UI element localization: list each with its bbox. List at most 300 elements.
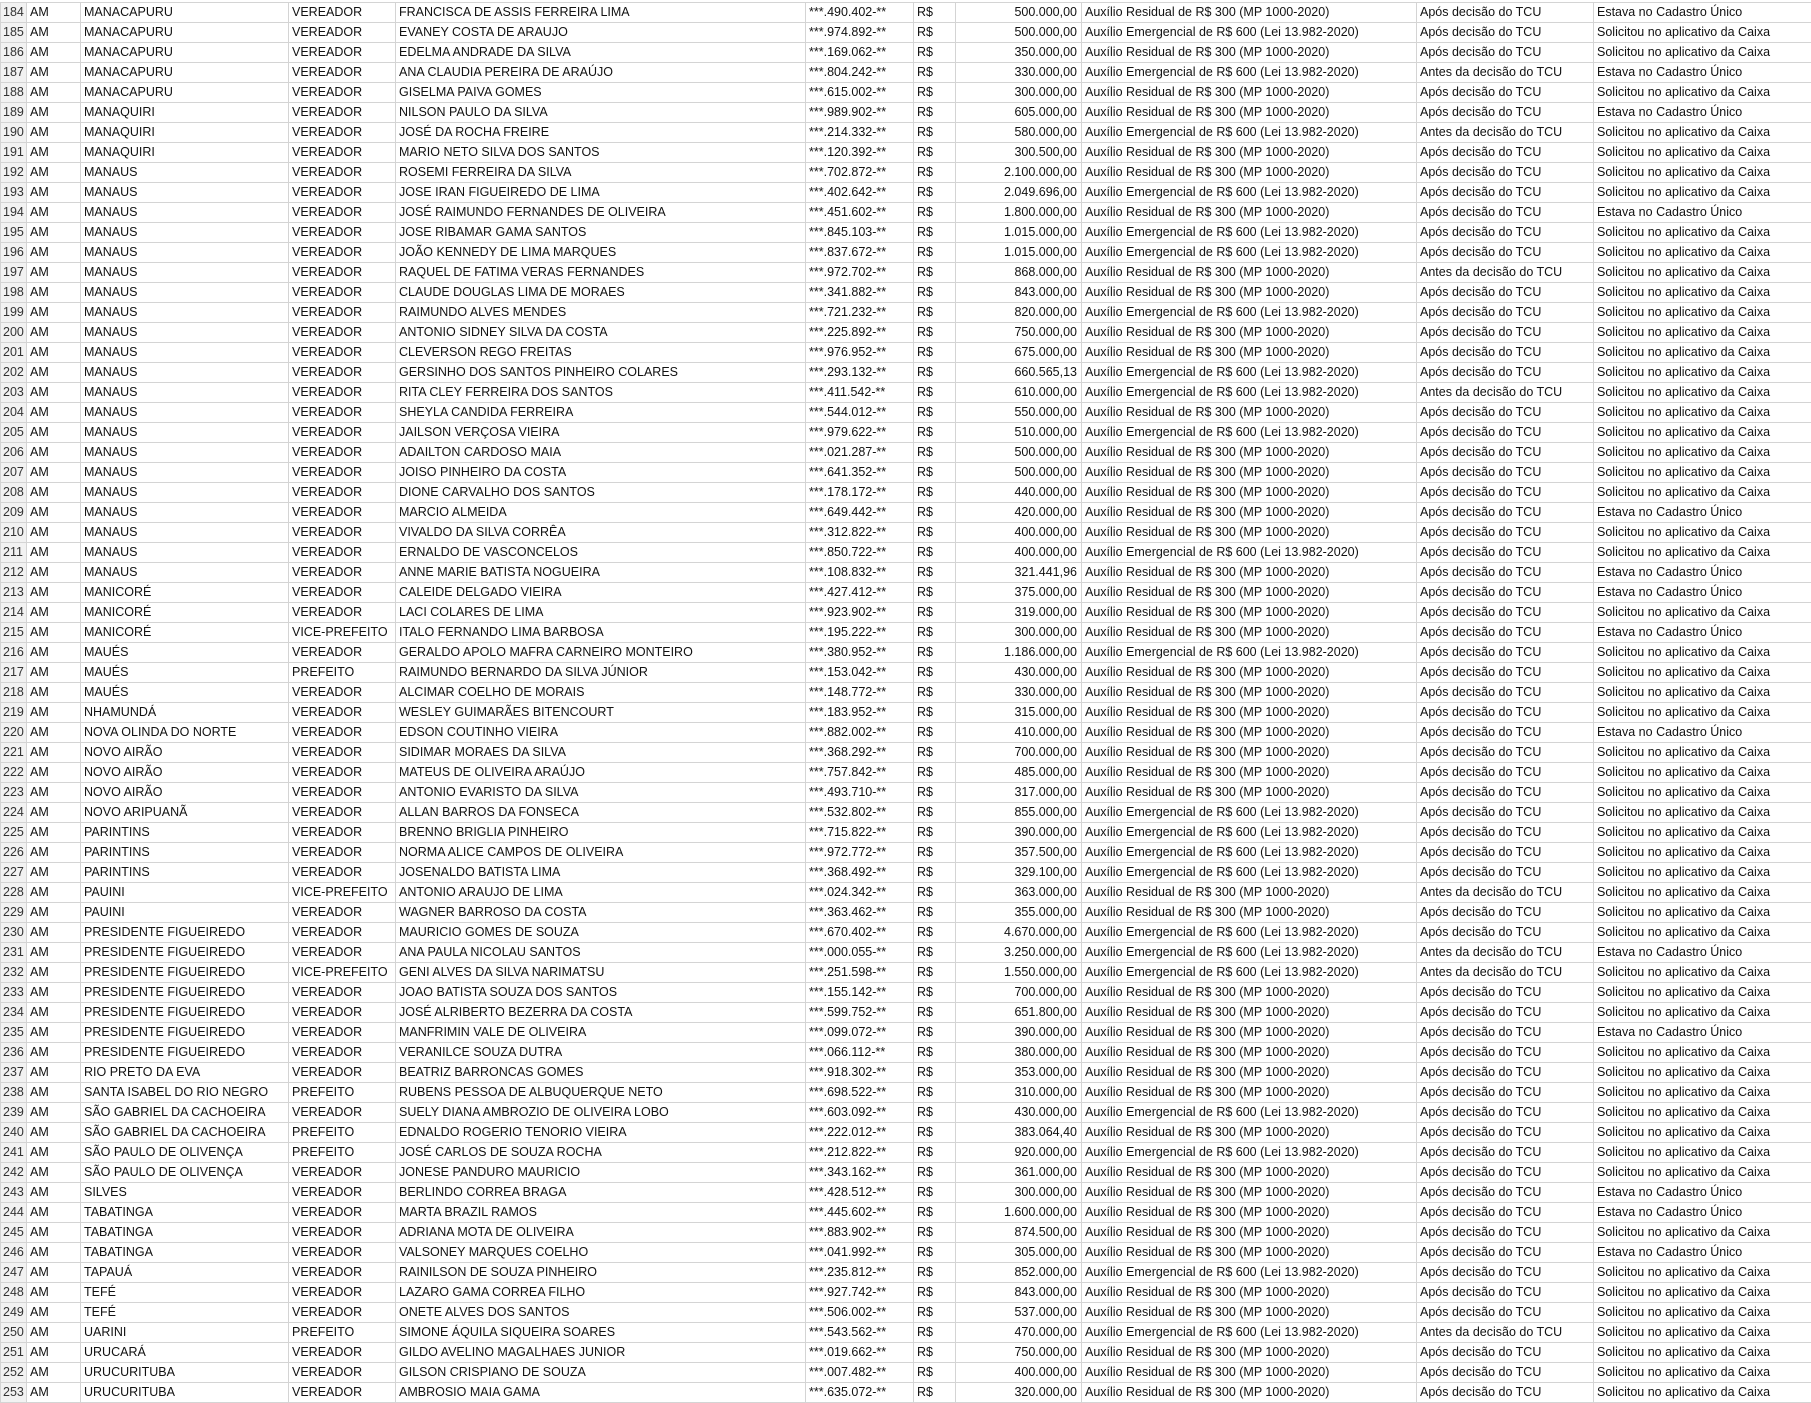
amount-cell[interactable]: 2.049.696,00 <box>956 183 1082 203</box>
municipality-cell[interactable]: TABATINGA <box>81 1223 289 1243</box>
origin-cell[interactable]: Solicitou no aplicativo da Caixa <box>1594 903 1811 923</box>
amount-cell[interactable]: 580.000,00 <box>956 123 1082 143</box>
name-cell[interactable]: ANA CLAUDIA PEREIRA DE ARAÚJO <box>396 63 806 83</box>
cpf-cell[interactable]: ***.019.662-** <box>806 1343 914 1363</box>
benefit-cell[interactable]: Auxílio Residual de R$ 300 (MP 1000-2020) <box>1082 323 1417 343</box>
cpf-cell[interactable]: ***.225.892-** <box>806 323 914 343</box>
name-cell[interactable]: MARTA BRAZIL RAMOS <box>396 1203 806 1223</box>
amount-cell[interactable]: 3.250.000,00 <box>956 943 1082 963</box>
cpf-cell[interactable]: ***.721.232-** <box>806 303 914 323</box>
timing-cell[interactable]: Após decisão do TCU <box>1417 1303 1594 1323</box>
origin-cell[interactable]: Solicitou no aplicativo da Caixa <box>1594 43 1811 63</box>
municipality-cell[interactable]: SÃO PAULO DE OLIVENÇA <box>81 1143 289 1163</box>
state-cell[interactable]: AM <box>27 1263 81 1283</box>
municipality-cell[interactable]: MANAUS <box>81 203 289 223</box>
position-cell[interactable]: VEREADOR <box>289 1343 396 1363</box>
row-number[interactable]: 207 <box>1 463 27 483</box>
timing-cell[interactable]: Antes da decisão do TCU <box>1417 123 1594 143</box>
name-cell[interactable]: CALEIDE DELGADO VIEIRA <box>396 583 806 603</box>
origin-cell[interactable]: Solicitou no aplicativo da Caixa <box>1594 863 1811 883</box>
origin-cell[interactable]: Solicitou no aplicativo da Caixa <box>1594 1283 1811 1303</box>
currency-cell[interactable]: R$ <box>914 43 956 63</box>
row-number[interactable]: 214 <box>1 603 27 623</box>
amount-cell[interactable]: 675.000,00 <box>956 343 1082 363</box>
row-number[interactable]: 188 <box>1 83 27 103</box>
position-cell[interactable]: VEREADOR <box>289 323 396 343</box>
position-cell[interactable]: VEREADOR <box>289 1103 396 1123</box>
benefit-cell[interactable]: Auxílio Emergencial de R$ 600 (Lei 13.982-2020) <box>1082 363 1417 383</box>
name-cell[interactable]: JOSE RIBAMAR GAMA SANTOS <box>396 223 806 243</box>
currency-cell[interactable]: R$ <box>914 383 956 403</box>
amount-cell[interactable]: 500.000,00 <box>956 23 1082 43</box>
municipality-cell[interactable]: PRESIDENTE FIGUEIREDO <box>81 1023 289 1043</box>
row-number[interactable]: 218 <box>1 683 27 703</box>
amount-cell[interactable]: 310.000,00 <box>956 1083 1082 1103</box>
currency-cell[interactable]: R$ <box>914 1143 956 1163</box>
position-cell[interactable]: VEREADOR <box>289 263 396 283</box>
position-cell[interactable]: VEREADOR <box>289 463 396 483</box>
cpf-cell[interactable]: ***.363.462-** <box>806 903 914 923</box>
benefit-cell[interactable]: Auxílio Residual de R$ 300 (MP 1000-2020) <box>1082 903 1417 923</box>
cpf-cell[interactable]: ***.698.522-** <box>806 1083 914 1103</box>
municipality-cell[interactable]: MANAQUIRI <box>81 103 289 123</box>
amount-cell[interactable]: 700.000,00 <box>956 983 1082 1003</box>
origin-cell[interactable]: Solicitou no aplicativo da Caixa <box>1594 1003 1811 1023</box>
cpf-cell[interactable]: ***.603.092-** <box>806 1103 914 1123</box>
origin-cell[interactable]: Solicitou no aplicativo da Caixa <box>1594 443 1811 463</box>
currency-cell[interactable]: R$ <box>914 523 956 543</box>
timing-cell[interactable]: Após decisão do TCU <box>1417 403 1594 423</box>
benefit-cell[interactable]: Auxílio Residual de R$ 300 (MP 1000-2020) <box>1082 83 1417 103</box>
row-number[interactable]: 206 <box>1 443 27 463</box>
cpf-cell[interactable]: ***.169.062-** <box>806 43 914 63</box>
position-cell[interactable]: VEREADOR <box>289 83 396 103</box>
name-cell[interactable]: RAIMUNDO ALVES MENDES <box>396 303 806 323</box>
row-number[interactable]: 204 <box>1 403 27 423</box>
origin-cell[interactable]: Solicitou no aplicativo da Caixa <box>1594 743 1811 763</box>
currency-cell[interactable]: R$ <box>914 263 956 283</box>
state-cell[interactable]: AM <box>27 1143 81 1163</box>
cpf-cell[interactable]: ***.251.598-** <box>806 963 914 983</box>
currency-cell[interactable]: R$ <box>914 1363 956 1383</box>
state-cell[interactable]: AM <box>27 1283 81 1303</box>
row-number[interactable]: 243 <box>1 1183 27 1203</box>
origin-cell[interactable]: Solicitou no aplicativo da Caixa <box>1594 143 1811 163</box>
timing-cell[interactable]: Antes da decisão do TCU <box>1417 883 1594 903</box>
row-number[interactable]: 240 <box>1 1123 27 1143</box>
timing-cell[interactable]: Após decisão do TCU <box>1417 763 1594 783</box>
row-number[interactable]: 202 <box>1 363 27 383</box>
row-number[interactable]: 224 <box>1 803 27 823</box>
position-cell[interactable]: VEREADOR <box>289 683 396 703</box>
timing-cell[interactable]: Após decisão do TCU <box>1417 1363 1594 1383</box>
municipality-cell[interactable]: MANACAPURU <box>81 3 289 23</box>
timing-cell[interactable]: Após decisão do TCU <box>1417 783 1594 803</box>
origin-cell[interactable]: Estava no Cadastro Único <box>1594 1023 1811 1043</box>
currency-cell[interactable]: R$ <box>914 803 956 823</box>
municipality-cell[interactable]: UARINI <box>81 1323 289 1343</box>
timing-cell[interactable]: Antes da decisão do TCU <box>1417 63 1594 83</box>
municipality-cell[interactable]: PAUINI <box>81 883 289 903</box>
origin-cell[interactable]: Solicitou no aplicativo da Caixa <box>1594 883 1811 903</box>
origin-cell[interactable]: Solicitou no aplicativo da Caixa <box>1594 1043 1811 1063</box>
name-cell[interactable]: GERALDO APOLO MAFRA CARNEIRO MONTEIRO <box>396 643 806 663</box>
timing-cell[interactable]: Após decisão do TCU <box>1417 343 1594 363</box>
state-cell[interactable]: AM <box>27 863 81 883</box>
name-cell[interactable]: JAILSON VERÇOSA VIEIRA <box>396 423 806 443</box>
state-cell[interactable]: AM <box>27 1203 81 1223</box>
municipality-cell[interactable]: MANAUS <box>81 383 289 403</box>
currency-cell[interactable]: R$ <box>914 83 956 103</box>
name-cell[interactable]: JOISO PINHEIRO DA COSTA <box>396 463 806 483</box>
timing-cell[interactable]: Antes da decisão do TCU <box>1417 1323 1594 1343</box>
name-cell[interactable]: CLAUDE DOUGLAS LIMA DE MORAES <box>396 283 806 303</box>
cpf-cell[interactable]: ***.506.002-** <box>806 1303 914 1323</box>
timing-cell[interactable]: Após decisão do TCU <box>1417 823 1594 843</box>
cpf-cell[interactable]: ***.532.802-** <box>806 803 914 823</box>
cpf-cell[interactable]: ***.543.562-** <box>806 1323 914 1343</box>
position-cell[interactable]: PREFEITO <box>289 1083 396 1103</box>
cpf-cell[interactable]: ***.148.772-** <box>806 683 914 703</box>
benefit-cell[interactable]: Auxílio Residual de R$ 300 (MP 1000-2020) <box>1082 403 1417 423</box>
row-number[interactable]: 232 <box>1 963 27 983</box>
state-cell[interactable]: AM <box>27 123 81 143</box>
municipality-cell[interactable]: MANAUS <box>81 563 289 583</box>
row-number[interactable]: 245 <box>1 1223 27 1243</box>
position-cell[interactable]: VEREADOR <box>289 703 396 723</box>
amount-cell[interactable]: 430.000,00 <box>956 663 1082 683</box>
timing-cell[interactable]: Após decisão do TCU <box>1417 423 1594 443</box>
amount-cell[interactable]: 430.000,00 <box>956 1103 1082 1123</box>
cpf-cell[interactable]: ***.882.002-** <box>806 723 914 743</box>
timing-cell[interactable]: Após decisão do TCU <box>1417 363 1594 383</box>
benefit-cell[interactable]: Auxílio Residual de R$ 300 (MP 1000-2020) <box>1082 203 1417 223</box>
benefit-cell[interactable]: Auxílio Emergencial de R$ 600 (Lei 13.982-2020) <box>1082 63 1417 83</box>
currency-cell[interactable]: R$ <box>914 783 956 803</box>
row-number[interactable]: 246 <box>1 1243 27 1263</box>
currency-cell[interactable]: R$ <box>914 323 956 343</box>
municipality-cell[interactable]: SANTA ISABEL DO RIO NEGRO <box>81 1083 289 1103</box>
municipality-cell[interactable]: URUCURITUBA <box>81 1383 289 1403</box>
benefit-cell[interactable]: Auxílio Emergencial de R$ 600 (Lei 13.982-2020) <box>1082 23 1417 43</box>
currency-cell[interactable]: R$ <box>914 443 956 463</box>
amount-cell[interactable]: 1.015.000,00 <box>956 243 1082 263</box>
amount-cell[interactable]: 852.000,00 <box>956 1263 1082 1283</box>
origin-cell[interactable]: Estava no Cadastro Único <box>1594 723 1811 743</box>
amount-cell[interactable]: 361.000,00 <box>956 1163 1082 1183</box>
row-number[interactable]: 231 <box>1 943 27 963</box>
amount-cell[interactable]: 363.000,00 <box>956 883 1082 903</box>
position-cell[interactable]: VEREADOR <box>289 563 396 583</box>
currency-cell[interactable]: R$ <box>914 103 956 123</box>
timing-cell[interactable]: Após decisão do TCU <box>1417 903 1594 923</box>
name-cell[interactable]: JOÃO KENNEDY DE LIMA MARQUES <box>396 243 806 263</box>
state-cell[interactable]: AM <box>27 23 81 43</box>
cpf-cell[interactable]: ***.837.672-** <box>806 243 914 263</box>
state-cell[interactable]: AM <box>27 1323 81 1343</box>
row-number[interactable]: 210 <box>1 523 27 543</box>
cpf-cell[interactable]: ***.427.412-** <box>806 583 914 603</box>
currency-cell[interactable]: R$ <box>914 883 956 903</box>
municipality-cell[interactable]: MANAUS <box>81 443 289 463</box>
position-cell[interactable]: VEREADOR <box>289 183 396 203</box>
municipality-cell[interactable]: MANAUS <box>81 303 289 323</box>
amount-cell[interactable]: 500.000,00 <box>956 443 1082 463</box>
state-cell[interactable]: AM <box>27 63 81 83</box>
currency-cell[interactable]: R$ <box>914 703 956 723</box>
amount-cell[interactable]: 300.000,00 <box>956 1183 1082 1203</box>
amount-cell[interactable]: 855.000,00 <box>956 803 1082 823</box>
state-cell[interactable]: AM <box>27 703 81 723</box>
amount-cell[interactable]: 320.000,00 <box>956 1383 1082 1403</box>
currency-cell[interactable]: R$ <box>914 1243 956 1263</box>
row-number[interactable]: 198 <box>1 283 27 303</box>
origin-cell[interactable]: Estava no Cadastro Único <box>1594 503 1811 523</box>
benefit-cell[interactable]: Auxílio Residual de R$ 300 (MP 1000-2020) <box>1082 283 1417 303</box>
municipality-cell[interactable]: MANACAPURU <box>81 83 289 103</box>
currency-cell[interactable]: R$ <box>914 903 956 923</box>
origin-cell[interactable]: Estava no Cadastro Único <box>1594 3 1811 23</box>
amount-cell[interactable]: 470.000,00 <box>956 1323 1082 1343</box>
name-cell[interactable]: MANFRIMIN VALE DE OLIVEIRA <box>396 1023 806 1043</box>
cpf-cell[interactable]: ***.120.392-** <box>806 143 914 163</box>
cpf-cell[interactable]: ***.222.012-** <box>806 1123 914 1143</box>
municipality-cell[interactable]: TEFÉ <box>81 1303 289 1323</box>
currency-cell[interactable]: R$ <box>914 303 956 323</box>
benefit-cell[interactable]: Auxílio Emergencial de R$ 600 (Lei 13.982-2020) <box>1082 803 1417 823</box>
timing-cell[interactable]: Após decisão do TCU <box>1417 523 1594 543</box>
position-cell[interactable]: VEREADOR <box>289 23 396 43</box>
name-cell[interactable]: AMBROSIO MAIA GAMA <box>396 1383 806 1403</box>
position-cell[interactable]: VEREADOR <box>289 503 396 523</box>
cpf-cell[interactable]: ***.490.402-** <box>806 3 914 23</box>
timing-cell[interactable]: Após decisão do TCU <box>1417 503 1594 523</box>
timing-cell[interactable]: Após decisão do TCU <box>1417 1023 1594 1043</box>
row-number[interactable]: 187 <box>1 63 27 83</box>
name-cell[interactable]: VIVALDO DA SILVA CORRÊA <box>396 523 806 543</box>
position-cell[interactable]: VEREADOR <box>289 63 396 83</box>
row-number[interactable]: 223 <box>1 783 27 803</box>
origin-cell[interactable]: Solicitou no aplicativo da Caixa <box>1594 683 1811 703</box>
currency-cell[interactable]: R$ <box>914 143 956 163</box>
currency-cell[interactable]: R$ <box>914 543 956 563</box>
cpf-cell[interactable]: ***.845.103-** <box>806 223 914 243</box>
origin-cell[interactable]: Estava no Cadastro Único <box>1594 563 1811 583</box>
state-cell[interactable]: AM <box>27 963 81 983</box>
currency-cell[interactable]: R$ <box>914 1323 956 1343</box>
municipality-cell[interactable]: MANAUS <box>81 463 289 483</box>
timing-cell[interactable]: Após decisão do TCU <box>1417 1103 1594 1123</box>
row-number[interactable]: 227 <box>1 863 27 883</box>
benefit-cell[interactable]: Auxílio Residual de R$ 300 (MP 1000-2020) <box>1082 1083 1417 1103</box>
municipality-cell[interactable]: PRESIDENTE FIGUEIREDO <box>81 923 289 943</box>
row-number[interactable]: 222 <box>1 763 27 783</box>
benefit-cell[interactable]: Auxílio Emergencial de R$ 600 (Lei 13.982-2020) <box>1082 123 1417 143</box>
timing-cell[interactable]: Após decisão do TCU <box>1417 803 1594 823</box>
origin-cell[interactable]: Solicitou no aplicativo da Caixa <box>1594 703 1811 723</box>
row-number[interactable]: 230 <box>1 923 27 943</box>
currency-cell[interactable]: R$ <box>914 1123 956 1143</box>
municipality-cell[interactable]: NOVO ARIPUANÃ <box>81 803 289 823</box>
municipality-cell[interactable]: TEFÉ <box>81 1283 289 1303</box>
position-cell[interactable]: VEREADOR <box>289 1303 396 1323</box>
cpf-cell[interactable]: ***.368.492-** <box>806 863 914 883</box>
municipality-cell[interactable]: MANAUS <box>81 503 289 523</box>
benefit-cell[interactable]: Auxílio Residual de R$ 300 (MP 1000-2020) <box>1082 743 1417 763</box>
municipality-cell[interactable]: MANAUS <box>81 263 289 283</box>
row-number[interactable]: 252 <box>1 1363 27 1383</box>
municipality-cell[interactable]: MANACAPURU <box>81 43 289 63</box>
cpf-cell[interactable]: ***.972.702-** <box>806 263 914 283</box>
position-cell[interactable]: VEREADOR <box>289 143 396 163</box>
state-cell[interactable]: AM <box>27 843 81 863</box>
origin-cell[interactable]: Estava no Cadastro Único <box>1594 623 1811 643</box>
state-cell[interactable]: AM <box>27 883 81 903</box>
benefit-cell[interactable]: Auxílio Residual de R$ 300 (MP 1000-2020) <box>1082 163 1417 183</box>
benefit-cell[interactable]: Auxílio Residual de R$ 300 (MP 1000-2020) <box>1082 563 1417 583</box>
name-cell[interactable]: LACI COLARES DE LIMA <box>396 603 806 623</box>
cpf-cell[interactable]: ***.493.710-** <box>806 783 914 803</box>
cpf-cell[interactable]: ***.380.952-** <box>806 643 914 663</box>
row-number[interactable]: 196 <box>1 243 27 263</box>
timing-cell[interactable]: Após decisão do TCU <box>1417 663 1594 683</box>
position-cell[interactable]: VEREADOR <box>289 903 396 923</box>
origin-cell[interactable]: Solicitou no aplicativo da Caixa <box>1594 403 1811 423</box>
amount-cell[interactable]: 300.000,00 <box>956 83 1082 103</box>
name-cell[interactable]: FRANCISCA DE ASSIS FERREIRA LIMA <box>396 3 806 23</box>
municipality-cell[interactable]: PARINTINS <box>81 863 289 883</box>
origin-cell[interactable]: Estava no Cadastro Único <box>1594 203 1811 223</box>
origin-cell[interactable]: Solicitou no aplicativo da Caixa <box>1594 283 1811 303</box>
municipality-cell[interactable]: PAUINI <box>81 903 289 923</box>
benefit-cell[interactable]: Auxílio Emergencial de R$ 600 (Lei 13.982-2020) <box>1082 863 1417 883</box>
position-cell[interactable]: VEREADOR <box>289 1363 396 1383</box>
currency-cell[interactable]: R$ <box>914 1023 956 1043</box>
position-cell[interactable]: VEREADOR <box>289 343 396 363</box>
row-number[interactable]: 247 <box>1 1263 27 1283</box>
state-cell[interactable]: AM <box>27 343 81 363</box>
position-cell[interactable]: VEREADOR <box>289 803 396 823</box>
origin-cell[interactable]: Solicitou no aplicativo da Caixa <box>1594 23 1811 43</box>
timing-cell[interactable]: Após decisão do TCU <box>1417 323 1594 343</box>
origin-cell[interactable]: Solicitou no aplicativo da Caixa <box>1594 603 1811 623</box>
currency-cell[interactable]: R$ <box>914 663 956 683</box>
origin-cell[interactable]: Solicitou no aplicativo da Caixa <box>1594 1103 1811 1123</box>
municipality-cell[interactable]: MANAUS <box>81 403 289 423</box>
municipality-cell[interactable]: MANAQUIRI <box>81 143 289 163</box>
currency-cell[interactable]: R$ <box>914 943 956 963</box>
origin-cell[interactable]: Solicitou no aplicativo da Caixa <box>1594 483 1811 503</box>
municipality-cell[interactable]: PRESIDENTE FIGUEIREDO <box>81 1003 289 1023</box>
name-cell[interactable]: GENI ALVES DA SILVA NARIMATSU <box>396 963 806 983</box>
position-cell[interactable]: VEREADOR <box>289 443 396 463</box>
position-cell[interactable]: VEREADOR <box>289 1063 396 1083</box>
row-number[interactable]: 209 <box>1 503 27 523</box>
amount-cell[interactable]: 651.800,00 <box>956 1003 1082 1023</box>
benefit-cell[interactable]: Auxílio Residual de R$ 300 (MP 1000-2020) <box>1082 1123 1417 1143</box>
state-cell[interactable]: AM <box>27 723 81 743</box>
timing-cell[interactable]: Após decisão do TCU <box>1417 1343 1594 1363</box>
position-cell[interactable]: VEREADOR <box>289 723 396 743</box>
municipality-cell[interactable]: PRESIDENTE FIGUEIREDO <box>81 1043 289 1063</box>
benefit-cell[interactable]: Auxílio Emergencial de R$ 600 (Lei 13.982-2020) <box>1082 383 1417 403</box>
cpf-cell[interactable]: ***.883.902-** <box>806 1223 914 1243</box>
benefit-cell[interactable]: Auxílio Emergencial de R$ 600 (Lei 13.982-2020) <box>1082 643 1417 663</box>
currency-cell[interactable]: R$ <box>914 1383 956 1403</box>
municipality-cell[interactable]: TABATINGA <box>81 1203 289 1223</box>
amount-cell[interactable]: 660.565,13 <box>956 363 1082 383</box>
row-number[interactable]: 191 <box>1 143 27 163</box>
timing-cell[interactable]: Antes da decisão do TCU <box>1417 963 1594 983</box>
row-number[interactable]: 194 <box>1 203 27 223</box>
position-cell[interactable]: VEREADOR <box>289 1043 396 1063</box>
cpf-cell[interactable]: ***.041.992-** <box>806 1243 914 1263</box>
origin-cell[interactable]: Estava no Cadastro Único <box>1594 103 1811 123</box>
position-cell[interactable]: VEREADOR <box>289 843 396 863</box>
timing-cell[interactable]: Após decisão do TCU <box>1417 583 1594 603</box>
position-cell[interactable]: VEREADOR <box>289 483 396 503</box>
name-cell[interactable]: RAQUEL DE FATIMA VERAS FERNANDES <box>396 263 806 283</box>
benefit-cell[interactable]: Auxílio Residual de R$ 300 (MP 1000-2020) <box>1082 143 1417 163</box>
municipality-cell[interactable]: MANAUS <box>81 163 289 183</box>
currency-cell[interactable]: R$ <box>914 1083 956 1103</box>
row-number[interactable]: 201 <box>1 343 27 363</box>
state-cell[interactable]: AM <box>27 403 81 423</box>
timing-cell[interactable]: Após decisão do TCU <box>1417 1063 1594 1083</box>
state-cell[interactable]: AM <box>27 763 81 783</box>
amount-cell[interactable]: 1.600.000,00 <box>956 1203 1082 1223</box>
municipality-cell[interactable]: MAUÉS <box>81 643 289 663</box>
row-number[interactable]: 251 <box>1 1343 27 1363</box>
timing-cell[interactable]: Após decisão do TCU <box>1417 843 1594 863</box>
cpf-cell[interactable]: ***.976.952-** <box>806 343 914 363</box>
name-cell[interactable]: JONESE PANDURO MAURICIO <box>396 1163 806 1183</box>
benefit-cell[interactable]: Auxílio Residual de R$ 300 (MP 1000-2020) <box>1082 883 1417 903</box>
cpf-cell[interactable]: ***.066.112-** <box>806 1043 914 1063</box>
name-cell[interactable]: SUELY DIANA AMBROZIO DE OLIVEIRA LOBO <box>396 1103 806 1123</box>
benefit-cell[interactable]: Auxílio Residual de R$ 300 (MP 1000-2020) <box>1082 683 1417 703</box>
timing-cell[interactable]: Após decisão do TCU <box>1417 623 1594 643</box>
cpf-cell[interactable]: ***.155.142-** <box>806 983 914 1003</box>
origin-cell[interactable]: Solicitou no aplicativo da Caixa <box>1594 1363 1811 1383</box>
amount-cell[interactable]: 750.000,00 <box>956 323 1082 343</box>
state-cell[interactable]: AM <box>27 1303 81 1323</box>
cpf-cell[interactable]: ***.615.002-** <box>806 83 914 103</box>
state-cell[interactable]: AM <box>27 463 81 483</box>
position-cell[interactable]: VICE-PREFEITO <box>289 963 396 983</box>
cpf-cell[interactable]: ***.757.842-** <box>806 763 914 783</box>
name-cell[interactable]: WESLEY GUIMARÃES BITENCOURT <box>396 703 806 723</box>
benefit-cell[interactable]: Auxílio Emergencial de R$ 600 (Lei 13.982-2020) <box>1082 423 1417 443</box>
currency-cell[interactable]: R$ <box>914 643 956 663</box>
name-cell[interactable]: ERNALDO DE VASCONCELOS <box>396 543 806 563</box>
state-cell[interactable]: AM <box>27 423 81 443</box>
benefit-cell[interactable]: Auxílio Residual de R$ 300 (MP 1000-2020) <box>1082 1023 1417 1043</box>
benefit-cell[interactable]: Auxílio Residual de R$ 300 (MP 1000-2020) <box>1082 1343 1417 1363</box>
state-cell[interactable]: AM <box>27 243 81 263</box>
state-cell[interactable]: AM <box>27 563 81 583</box>
currency-cell[interactable]: R$ <box>914 1163 956 1183</box>
state-cell[interactable]: AM <box>27 103 81 123</box>
row-number[interactable]: 241 <box>1 1143 27 1163</box>
name-cell[interactable]: EDELMA ANDRADE DA SILVA <box>396 43 806 63</box>
origin-cell[interactable]: Solicitou no aplicativo da Caixa <box>1594 783 1811 803</box>
benefit-cell[interactable]: Auxílio Emergencial de R$ 600 (Lei 13.982-2020) <box>1082 1103 1417 1123</box>
cpf-cell[interactable]: ***.641.352-** <box>806 463 914 483</box>
timing-cell[interactable]: Após decisão do TCU <box>1417 203 1594 223</box>
timing-cell[interactable]: Após decisão do TCU <box>1417 1163 1594 1183</box>
name-cell[interactable]: MAURICIO GOMES DE SOUZA <box>396 923 806 943</box>
